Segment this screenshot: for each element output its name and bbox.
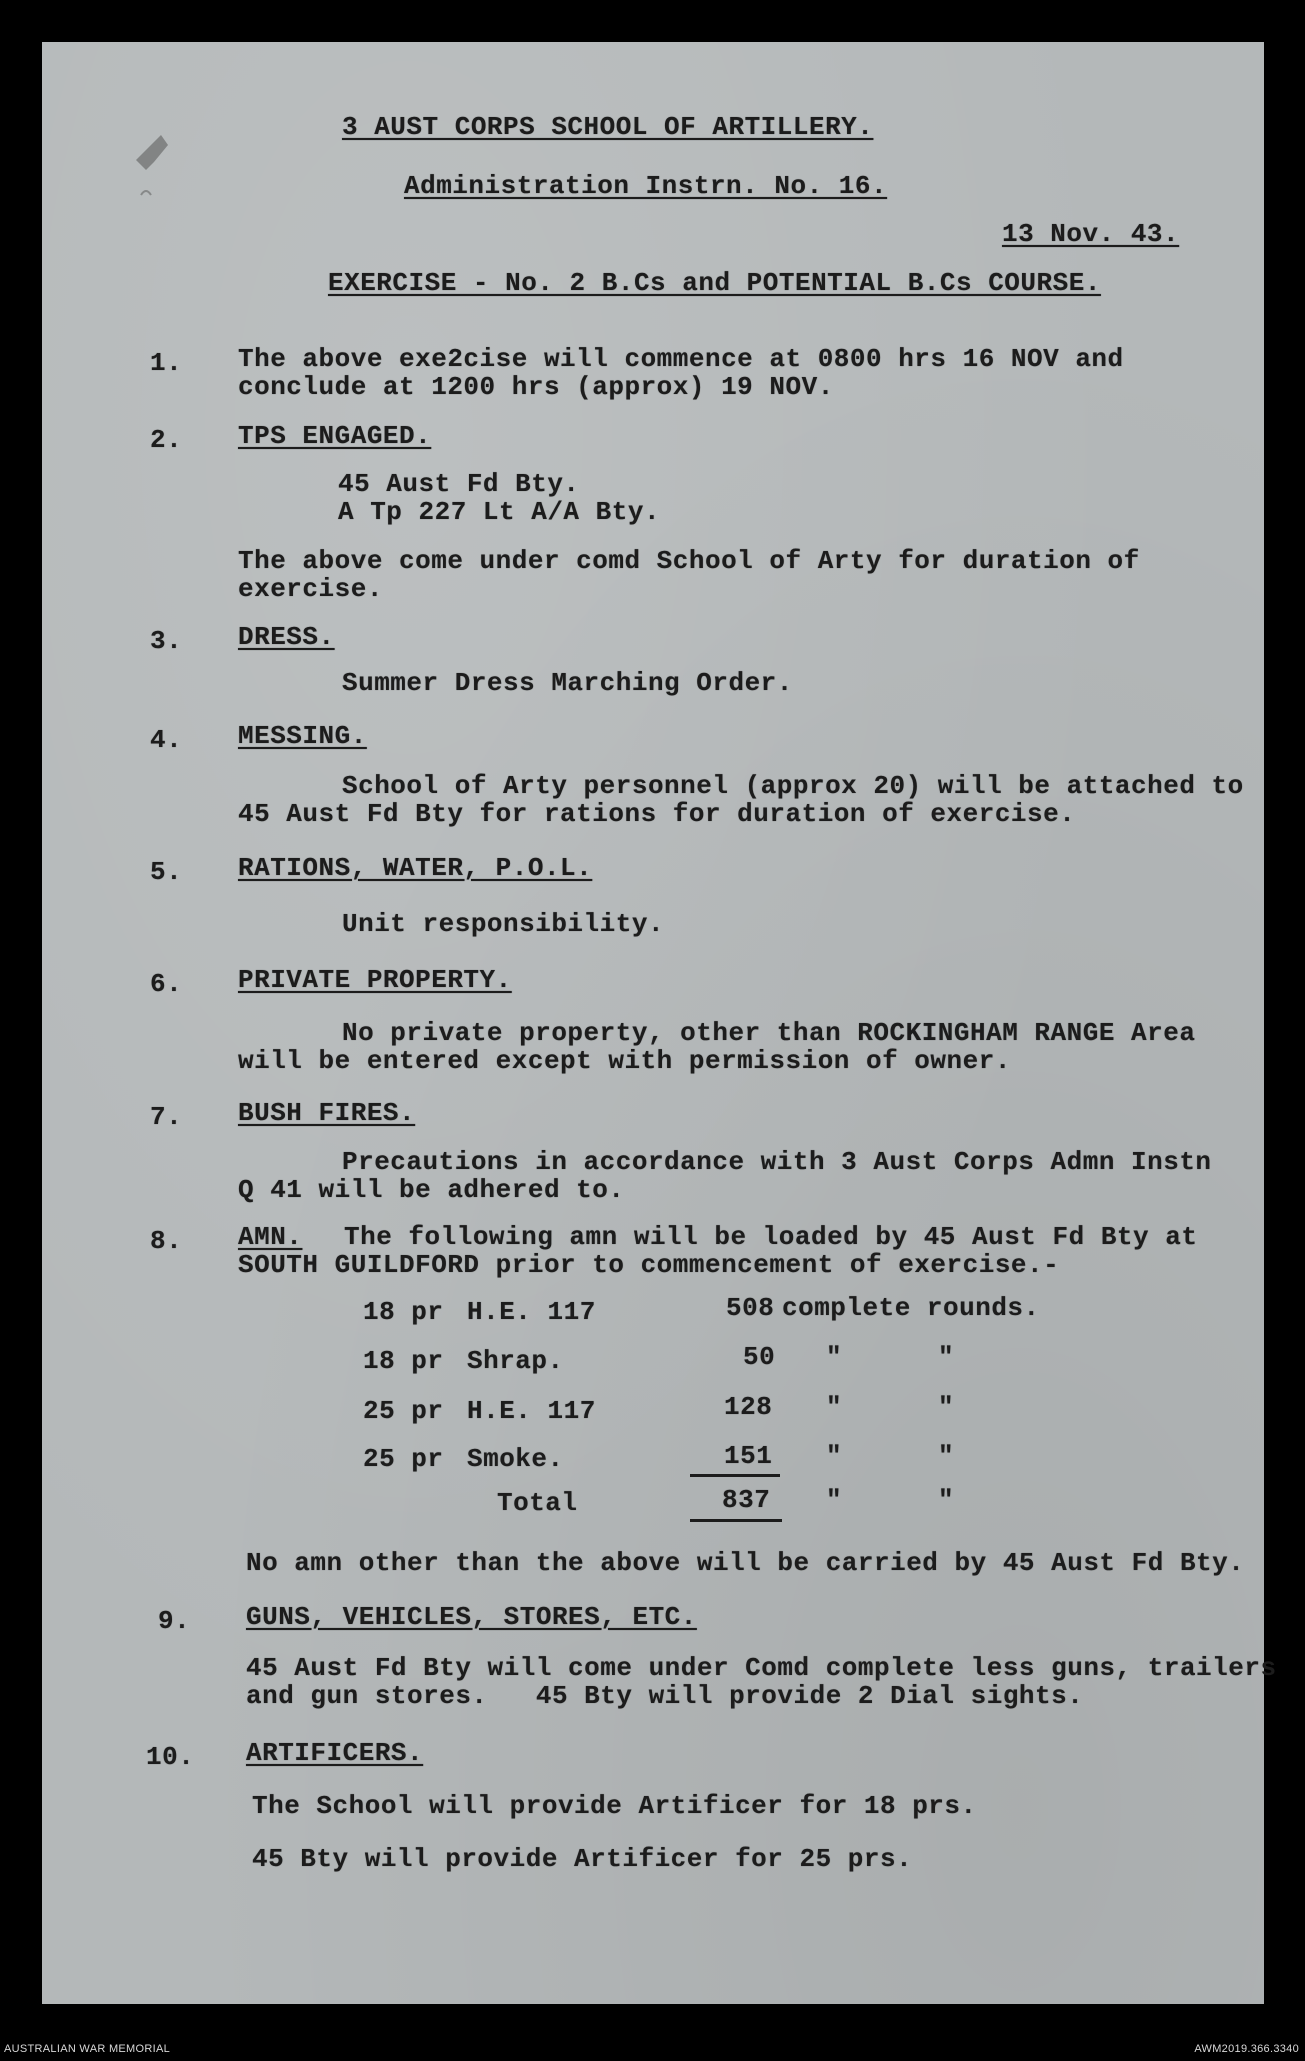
para-3-number: 3. — [150, 626, 183, 656]
ammo-row-3-quantity: 128 — [724, 1392, 773, 1422]
ammo-row-2-calibre: 18 pr — [363, 1346, 444, 1376]
para-6-heading: PRIVATE PROPERTY. — [238, 965, 512, 995]
para-5-number: 5. — [150, 857, 183, 887]
para-2-line-1: The above come under comd School of Arty for duration of — [238, 546, 1140, 576]
exercise-subject: EXERCISE - No. 2 B.Cs and POTENTIAL B.Cs COURSE. — [328, 268, 1101, 298]
para-9-line-1: 45 Aust Fd Bty will come under Comd complete less guns, trailers — [246, 1653, 1277, 1683]
para-10-number: 10. — [146, 1742, 195, 1772]
ammo-total-quantity: 837 — [722, 1485, 771, 1515]
ammo-row-2-ditto-1: " — [826, 1342, 843, 1372]
ammo-total-ditto-1: " — [826, 1485, 843, 1515]
archive-credit: AUSTRALIAN WAR MEMORIAL — [4, 2043, 171, 2055]
para-2-unit-2: A Tp 227 Lt A/A Bty. — [338, 497, 661, 527]
ammo-row-2-type: Shrap. — [467, 1346, 564, 1376]
instruction-title: Administration Instrn. No. 16. — [404, 171, 888, 201]
para-8-line-2: SOUTH GUILDFORD prior to commencement of exercise.- — [238, 1250, 1060, 1280]
para-3-heading: DRESS. — [238, 622, 335, 652]
total-rule — [690, 1519, 782, 1522]
archive-reference: AWM2019.366.3340 — [1194, 2043, 1299, 2055]
para-10-line-1: The School will provide Artificer for 18 prs. — [252, 1791, 977, 1821]
ammo-row-4-type: Smoke. — [467, 1444, 564, 1474]
para-6-number: 6. — [150, 969, 183, 999]
ammo-total-label: Total — [497, 1488, 578, 1518]
para-4-number: 4. — [150, 725, 183, 755]
para-8-closing: No amn other than the above will be carried by 45 Aust Fd Bty. — [246, 1548, 1245, 1578]
ammo-row-2-ditto-2: " — [938, 1342, 955, 1372]
document-date: 13 Nov. 43. — [1002, 219, 1180, 249]
para-4-heading: MESSING. — [238, 721, 367, 751]
ammo-total-ditto-2: " — [938, 1485, 955, 1515]
ammo-row-2-quantity: 50 — [743, 1342, 776, 1372]
para-10-heading: ARTIFICERS. — [246, 1738, 424, 1768]
para-2-heading: TPS ENGAGED. — [238, 421, 432, 451]
school-title: 3 AUST CORPS SCHOOL OF ARTILLERY. — [342, 112, 874, 142]
para-5-body: Unit responsibility. — [342, 909, 665, 939]
ammo-row-1-quantity: 508 — [726, 1293, 775, 1323]
ammo-row-1-type: H.E. 117 — [467, 1297, 596, 1327]
para-9-line-2: and gun stores. 45 Bty will provide 2 Dial sights. — [246, 1681, 1084, 1711]
para-7-number: 7. — [150, 1102, 183, 1132]
ammo-row-1-calibre: 18 pr — [363, 1297, 444, 1327]
para-1-line-2: conclude at 1200 hrs (approx) 19 NOV. — [238, 372, 834, 402]
para-4-line-1: School of Arty personnel (approx 20) will be attached to — [342, 771, 1244, 801]
ammo-row-3-type: H.E. 117 — [467, 1396, 596, 1426]
ammo-row-3-calibre: 25 pr — [363, 1396, 444, 1426]
para-1-number: 1. — [150, 348, 183, 378]
para-8-heading: AMN. — [238, 1222, 303, 1252]
para-1-line-1: The above exe2cise will commence at 0800 hrs 16 NOV and — [238, 344, 1124, 374]
para-7-line-1: Precautions in accordance with 3 Aust Corps Admn Instn — [342, 1147, 1212, 1177]
para-7-heading: BUSH FIRES. — [238, 1098, 416, 1128]
ammo-row-4-ditto-1: " — [826, 1441, 843, 1471]
ammo-row-4-quantity: 151 — [724, 1441, 773, 1471]
para-3-body: Summer Dress Marching Order. — [342, 668, 793, 698]
document-page — [42, 42, 1277, 2004]
para-8-number: 8. — [150, 1226, 183, 1256]
para-2-number: 2. — [150, 425, 183, 455]
para-10-line-2: 45 Bty will provide Artificer for 25 prs. — [252, 1844, 913, 1874]
para-9-number: 9. — [158, 1606, 191, 1636]
subtotal-rule — [690, 1474, 780, 1477]
para-7-line-2: Q 41 will be adhered to. — [238, 1175, 625, 1205]
para-8-line-1: The following amn will be loaded by 45 Aust Fd Bty at — [344, 1222, 1198, 1252]
para-6-line-1: No private property, other than ROCKINGHAM RANGE Area — [342, 1018, 1196, 1048]
para-5-heading: RATIONS, WATER, P.O.L. — [238, 853, 593, 883]
para-6-line-2: will be entered except with permission of owner. — [238, 1046, 1011, 1076]
ammo-row-3-ditto-1: " — [826, 1392, 843, 1422]
para-9-heading: GUNS, VEHICLES, STORES, ETC. — [246, 1602, 697, 1632]
para-4-line-2: 45 Aust Fd Bty for rations for duration of exercise. — [238, 799, 1076, 829]
ammo-row-3-ditto-2: " — [938, 1392, 955, 1422]
ammo-row-4-calibre: 25 pr — [363, 1444, 444, 1474]
ink-smudge-mark — [106, 100, 186, 200]
ammo-row-4-ditto-2: " — [938, 1441, 955, 1471]
ammo-row-1-unit: complete rounds. — [782, 1293, 1040, 1323]
para-2-unit-1: 45 Aust Fd Bty. — [338, 469, 580, 499]
para-2-line-2: exercise. — [238, 574, 383, 604]
